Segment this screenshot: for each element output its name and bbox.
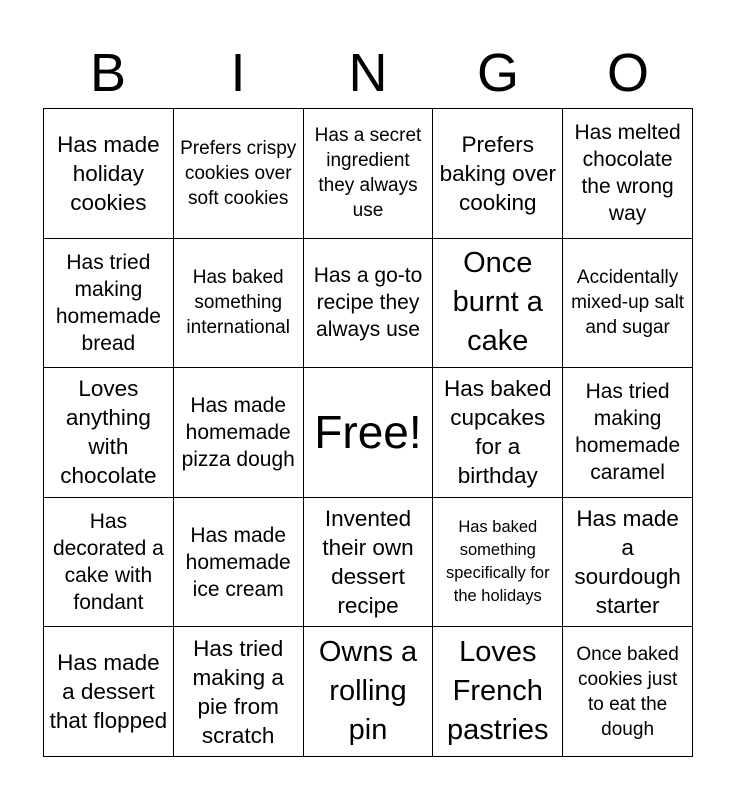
bingo-cell[interactable] <box>174 627 304 757</box>
bingo-board <box>43 108 693 757</box>
header-letter-i: I <box>230 43 246 103</box>
bingo-cell-text: Loves French pastries <box>447 636 549 747</box>
header-letter-g: G <box>476 43 519 103</box>
bingo-cell[interactable] <box>44 627 174 757</box>
bingo-cell[interactable] <box>433 627 563 757</box>
bingo-cell-text: Has baked cupcakes for a birthday <box>444 376 552 489</box>
bingo-cell[interactable] <box>433 239 563 369</box>
bingo-cell-text: Has tried making a pie from scratch <box>192 635 284 748</box>
bingo-cell[interactable] <box>563 239 693 369</box>
header-letter-b: B <box>89 43 127 103</box>
bingo-cell-text: Has a secret ingredient they always use <box>314 125 422 222</box>
free-space-text: Free! <box>314 406 422 459</box>
bingo-cell[interactable] <box>44 368 174 498</box>
bingo-cell[interactable] <box>433 368 563 498</box>
bingo-cell[interactable] <box>174 498 304 628</box>
bingo-cell-text: Has made a sourdough starter <box>574 506 681 619</box>
bingo-cell[interactable] <box>563 109 693 239</box>
bingo-cell[interactable] <box>44 109 174 239</box>
bingo-cell[interactable] <box>174 239 304 369</box>
bingo-cell[interactable] <box>44 239 174 369</box>
bingo-cell[interactable] <box>563 498 693 628</box>
bingo-cell[interactable] <box>563 368 693 498</box>
bingo-cell[interactable] <box>563 627 693 757</box>
bingo-cell-text: Has made a dessert that flopped <box>49 650 168 734</box>
bingo-cell[interactable] <box>174 109 304 239</box>
bingo-cell[interactable] <box>433 109 563 239</box>
bingo-cell-text: Has tried making homemade caramel <box>575 380 681 485</box>
bingo-cell-text: Once baked cookies just to eat the dough <box>576 643 679 740</box>
bingo-cell-text: Has decorated a cake with fondant <box>52 510 164 615</box>
bingo-cell-text: Has tried making homemade bread <box>55 250 161 355</box>
bingo-cell-text: Has made homemade ice cream <box>185 523 291 601</box>
bingo-cell[interactable] <box>304 109 434 239</box>
bingo-cell[interactable] <box>304 498 434 628</box>
bingo-cell[interactable] <box>44 498 174 628</box>
bingo-cell-text: Owns a rolling pin <box>318 636 418 747</box>
free-space-cell[interactable] <box>304 368 434 498</box>
bingo-cell-text: Accidentally mixed-up salt and sugar <box>571 267 685 339</box>
bingo-cell[interactable] <box>174 368 304 498</box>
header-letter-o: O <box>606 43 649 103</box>
bingo-cell-text: Prefers baking over cooking <box>439 131 556 215</box>
bingo-cell-text: Loves anything with chocolate <box>60 376 157 489</box>
bingo-cell-text: Has made homemade pizza dough <box>181 393 295 471</box>
bingo-cell-text: Invented their own dessert recipe <box>322 506 414 619</box>
bingo-header <box>43 38 693 108</box>
bingo-cell-text: Has a go-to recipe they always use <box>313 264 423 342</box>
bingo-cell-text: Once burnt a cake <box>452 247 543 358</box>
bingo-cell-text: Has melted chocolate the wrong way <box>574 121 681 226</box>
bingo-cell[interactable] <box>304 627 434 757</box>
bingo-cell[interactable] <box>433 498 563 628</box>
bingo-cell-text: Has baked something international <box>186 267 290 339</box>
bingo-cell-text: Prefers crispy cookies over soft cookies <box>180 137 297 209</box>
bingo-cell[interactable] <box>304 239 434 369</box>
bingo-cell-text: Has made holiday cookies <box>57 131 160 215</box>
bingo-cell-text: Has baked something specifically for the holidays <box>445 518 550 606</box>
header-letter-n: N <box>348 43 388 103</box>
